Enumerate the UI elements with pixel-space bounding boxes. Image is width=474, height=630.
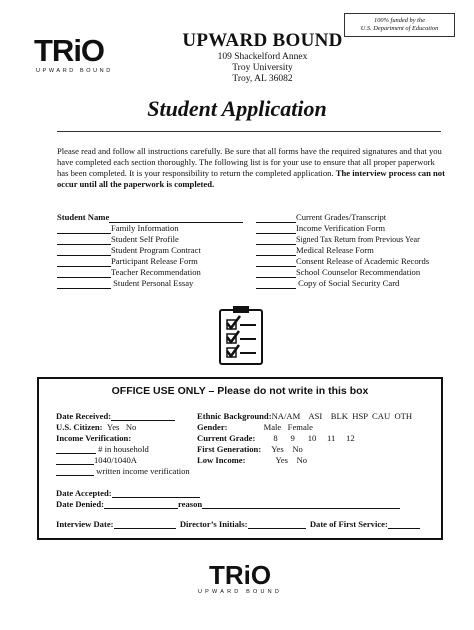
check-line[interactable] [57, 257, 111, 267]
clipboard-checklist-icon [218, 306, 264, 366]
gender-row [197, 422, 313, 432]
us-citizen-row [56, 422, 136, 432]
student-name-row [57, 212, 243, 223]
first-gen-yes[interactable]: Yes [271, 444, 284, 454]
checklist-label: Income Verification Form [296, 223, 386, 233]
check-line[interactable] [57, 235, 111, 245]
grade-options[interactable]: 8 9 10 11 12 [273, 433, 355, 443]
address-line-2: Troy University [232, 63, 293, 73]
address-line-3: Troy, AL 36082 [232, 74, 293, 84]
income-verification-label: Income Verification: [56, 433, 132, 443]
date-accepted-field[interactable] [112, 488, 200, 498]
checklist-label: Student Self Profile [111, 234, 179, 244]
check-line[interactable] [256, 235, 296, 245]
date-accepted-row [56, 488, 200, 498]
checklist-left-item [57, 245, 201, 256]
checklist-label: School Counselor Recommendation [296, 267, 421, 277]
check-line[interactable] [256, 279, 296, 289]
check-line[interactable] [256, 257, 296, 267]
ethnic-options[interactable]: NA/AM ASI BLK HSP CAU OTH [271, 411, 413, 421]
date-received-row [56, 411, 175, 421]
reason-label: reason [177, 499, 203, 509]
check-line[interactable] [57, 224, 111, 234]
funding-line-1: 100% funded by the [374, 17, 425, 24]
office-use-box [37, 377, 443, 540]
checklist-label: Current Grades/Transcript [296, 212, 387, 222]
written-income-label: written income verification [96, 466, 190, 476]
checklist-label: Signed Tax Return from Previous Year [296, 235, 420, 244]
logo-word: TRiO [208, 560, 272, 590]
reason-field[interactable] [202, 499, 400, 509]
check-line[interactable] [256, 224, 296, 234]
checklist-label: Participant Release Form [111, 256, 198, 266]
director-initials-label: Director’s Initials: [179, 519, 248, 529]
instructions-bold: The interview process can not occur until all the paperwork is completed. [57, 168, 445, 189]
first-gen-row [197, 444, 303, 454]
logo-tagline: UPWARD BOUND [197, 589, 283, 595]
date-denied-field[interactable] [104, 499, 178, 509]
low-income-yes[interactable]: Yes [275, 455, 288, 465]
form-title: Student Application [147, 96, 327, 121]
first-gen-no[interactable]: No [292, 444, 303, 454]
checklist-right-item [256, 245, 374, 256]
director-initials-field[interactable] [248, 519, 306, 529]
form1040-label: 1040/1040A [94, 455, 137, 465]
student-name-field[interactable] [109, 213, 243, 223]
income-verification-row [56, 433, 131, 443]
low-income-no[interactable]: No [296, 455, 308, 465]
first-service-field[interactable] [388, 519, 420, 529]
logo-tagline: UPWARD BOUND [36, 68, 113, 74]
checklist-label: Student Program Contract [111, 245, 201, 255]
date-denied-row [56, 499, 400, 509]
instructions-body: Please read and follow all instructions carefully. Be sure that all forms have the required signatures and that you have completed each section thoroughly. The following list is for your use to ensure that all proper paperwork has been completed. It is your responsibility to return the completed application. [57, 146, 442, 178]
checklist-right-item [256, 278, 399, 289]
checklist-left-item [57, 256, 198, 267]
funding-line-2: U.S. Department of Education [360, 25, 439, 32]
ethnic-row [197, 411, 412, 421]
office-title: OFFICE USE ONLY – Please do not write in this box [111, 385, 369, 397]
check-line[interactable] [57, 246, 111, 256]
household-label: # in household [98, 444, 149, 454]
checklist-right-item [256, 212, 386, 223]
checklist-label: Copy of Social Security Card [296, 278, 400, 288]
us-citizen-yes[interactable]: Yes [106, 422, 120, 432]
checklist-right-item [256, 234, 420, 245]
address-line-1: 109 Shackelford Annex [217, 52, 308, 62]
checklist-left-item [57, 234, 179, 245]
written-income-row [56, 466, 190, 476]
grade-row [197, 433, 355, 443]
check-line[interactable] [256, 213, 296, 223]
checklist-label: Family Information [111, 223, 179, 233]
gender-options[interactable]: Male Female [263, 422, 313, 432]
check-line[interactable] [256, 268, 296, 278]
checklist-left-item [57, 223, 179, 234]
checklist-right-item [256, 256, 429, 267]
ethnic-label: Ethnic Background: [197, 411, 272, 421]
checklist-label: Teacher Recommendation [111, 267, 201, 277]
trio-logo-top [34, 33, 124, 74]
checklist-right-item [256, 223, 385, 234]
first-service-label: Date of First Service: [309, 519, 388, 529]
checklist-right-item [256, 267, 420, 278]
date-received-label: Date Received: [56, 411, 112, 421]
us-citizen-no[interactable]: No [125, 422, 137, 432]
low-income-row [197, 455, 307, 465]
checklist-label: Medical Release Form [296, 245, 374, 255]
date-denied-label: Date Denied: [56, 499, 104, 509]
date-received-field[interactable] [111, 411, 175, 421]
interview-row [56, 519, 420, 529]
form1040-row [56, 455, 137, 465]
checklist-label: Student Personal Essay [111, 278, 194, 288]
header [140, 30, 385, 85]
interview-date-field[interactable] [114, 519, 176, 529]
gender-label: Gender: [197, 422, 228, 432]
household-field[interactable] [56, 444, 96, 454]
check-line[interactable] [57, 268, 111, 278]
trio-logo-bottom [180, 562, 300, 595]
student-name-label: Student Name [57, 212, 110, 222]
org-name: UPWARD BOUND [182, 30, 343, 51]
first-gen-label: First Generation: [197, 444, 262, 454]
checklist-left-item [57, 267, 201, 278]
us-citizen-label: U.S. Citizen: [56, 422, 103, 432]
checklist-left-item [57, 278, 193, 289]
written-income-field[interactable] [56, 466, 94, 476]
title-divider [57, 131, 441, 132]
instructions [57, 146, 447, 190]
check-line[interactable] [256, 246, 296, 256]
check-line[interactable] [57, 279, 111, 289]
interview-date-label: Interview Date: [56, 519, 114, 529]
form1040-field[interactable] [56, 455, 94, 465]
checklist-label: Consent Release of Academic Records [296, 256, 430, 266]
logo-word: TRiO [34, 33, 105, 68]
date-accepted-label: Date Accepted: [56, 488, 112, 498]
low-income-label: Low Income: [197, 455, 246, 465]
household-row [56, 444, 149, 454]
grade-label: Current Grade: [197, 433, 256, 443]
